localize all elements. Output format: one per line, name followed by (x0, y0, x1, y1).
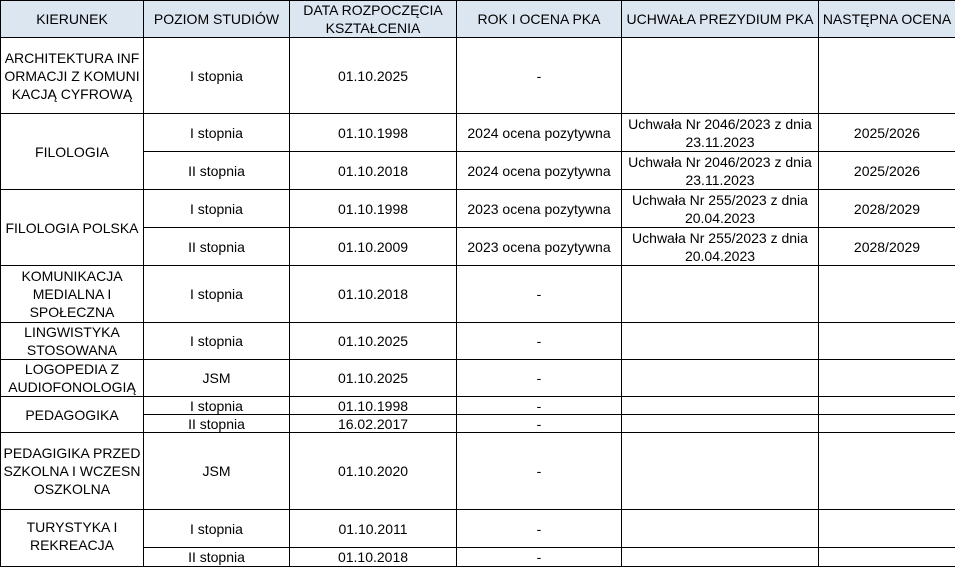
kierunek-cell: TURYSTYKA I REKREACJA (1, 510, 144, 567)
nastepna-cell (819, 360, 955, 397)
table-row (1, 397, 955, 415)
header-rok: ROK I OCENA PKA (457, 1, 622, 38)
kierunek-cell: FILOLOGIA POLSKA (1, 190, 144, 266)
nastepna-cell (819, 510, 955, 548)
table-row (1, 190, 955, 228)
rok-cell: - (457, 433, 622, 510)
rok-cell: - (457, 510, 622, 548)
table-row (1, 228, 955, 266)
uchwala-cell (622, 510, 819, 548)
data-cell: 01.10.2025 (290, 360, 457, 397)
poziom-cell: I stopnia (144, 114, 290, 152)
poziom-cell: II stopnia (144, 152, 290, 190)
table-row (1, 38, 955, 114)
kierunek-cell: PEDAGOGIKA (1, 397, 144, 433)
poziom-cell: I stopnia (144, 510, 290, 548)
header-uchwala: UCHWAŁA PREZYDIUM PKA (622, 1, 819, 38)
poziom-cell: II stopnia (144, 415, 290, 433)
data-cell: 01.10.2018 (290, 548, 457, 567)
poziom-cell: I stopnia (144, 323, 290, 360)
nastepna-cell (819, 415, 955, 433)
rok-cell: - (457, 548, 622, 567)
poziom-cell: II stopnia (144, 548, 290, 567)
table-row (1, 323, 955, 360)
poziom-cell: JSM (144, 433, 290, 510)
kierunek-cell: ARCHITEKTURA INFORMACJI Z KOMUNIKACJĄ CYFROWĄ (1, 38, 144, 114)
data-cell: 01.10.2018 (290, 266, 457, 323)
poziom-cell: I stopnia (144, 266, 290, 323)
header-row (1, 1, 955, 38)
nastepna-cell: 2025/2026 (819, 152, 955, 190)
nastepna-cell (819, 397, 955, 415)
table-row (1, 415, 955, 433)
kierunek-cell: KOMUNIKACJA MEDIALNA I SPOŁECZNA (1, 266, 144, 323)
header-poziom: POZIOM STUDIÓW (144, 1, 290, 38)
rok-cell: 2024 ocena pozytywna (457, 152, 622, 190)
kierunek-cell: LINGWISTYKA STOSOWANA (1, 323, 144, 360)
poziom-cell: I stopnia (144, 397, 290, 415)
kierunek-cell: FILOLOGIA (1, 114, 144, 190)
data-cell: 01.10.2025 (290, 38, 457, 114)
header-kierunek: KIERUNEK (1, 1, 144, 38)
table-row (1, 152, 955, 190)
uchwala-cell (622, 360, 819, 397)
uchwala-cell (622, 415, 819, 433)
rok-cell: - (457, 38, 622, 114)
rok-cell: 2023 ocena pozytywna (457, 190, 622, 228)
table-row (1, 360, 955, 397)
nastepna-cell (819, 433, 955, 510)
uchwala-cell: Uchwała Nr 255/2023 z dnia 20.04.2023 (622, 228, 819, 266)
nastepna-cell (819, 266, 955, 323)
table-row (1, 433, 955, 510)
rok-cell: - (457, 323, 622, 360)
data-cell: 01.10.2018 (290, 152, 457, 190)
data-cell: 01.10.1998 (290, 397, 457, 415)
data-cell: 01.10.1998 (290, 114, 457, 152)
rok-cell: - (457, 415, 622, 433)
table-row (1, 510, 955, 548)
header-nastepna: NASTĘPNA OCENA (819, 1, 955, 38)
kierunek-cell: LOGOPEDIA Z AUDIOFONOLOGIĄ (1, 360, 144, 397)
data-cell: 01.10.2009 (290, 228, 457, 266)
nastepna-cell (819, 38, 955, 114)
uchwala-cell (622, 433, 819, 510)
data-cell: 01.10.2025 (290, 323, 457, 360)
rok-cell: 2023 ocena pozytywna (457, 228, 622, 266)
uchwala-cell: Uchwała Nr 2046/2023 z dnia 23.11.2023 (622, 114, 819, 152)
uchwala-cell (622, 323, 819, 360)
data-cell: 01.10.2020 (290, 433, 457, 510)
uchwala-cell: Uchwała Nr 2046/2023 z dnia 23.11.2023 (622, 152, 819, 190)
nastepna-cell (819, 323, 955, 360)
data-cell: 16.02.2017 (290, 415, 457, 433)
table-row (1, 266, 955, 323)
poziom-cell: JSM (144, 360, 290, 397)
nastepna-cell: 2025/2026 (819, 114, 955, 152)
table-row (1, 114, 955, 152)
data-cell: 01.10.2011 (290, 510, 457, 548)
uchwala-cell: Uchwała Nr 255/2023 z dnia 20.04.2023 (622, 190, 819, 228)
poziom-cell: I stopnia (144, 38, 290, 114)
rok-cell: - (457, 266, 622, 323)
nastepna-cell: 2028/2029 (819, 228, 955, 266)
uchwala-cell (622, 397, 819, 415)
kierunek-cell: PEDAGIGIKA PRZEDSZKOLNA I WCZESNOSZKOLNA (1, 433, 144, 510)
data-cell: 01.10.1998 (290, 190, 457, 228)
rok-cell: - (457, 397, 622, 415)
uchwala-cell (622, 266, 819, 323)
rok-cell: 2024 ocena pozytywna (457, 114, 622, 152)
uchwala-cell (622, 548, 819, 567)
rok-cell: - (457, 360, 622, 397)
table-row (1, 548, 955, 567)
nastepna-cell: 2028/2029 (819, 190, 955, 228)
poziom-cell: II stopnia (144, 228, 290, 266)
poziom-cell: I stopnia (144, 190, 290, 228)
uchwala-cell (622, 38, 819, 114)
header-data: DATA ROZPOCZĘCIA KSZTAŁCENIA (290, 1, 457, 38)
nastepna-cell (819, 548, 955, 567)
